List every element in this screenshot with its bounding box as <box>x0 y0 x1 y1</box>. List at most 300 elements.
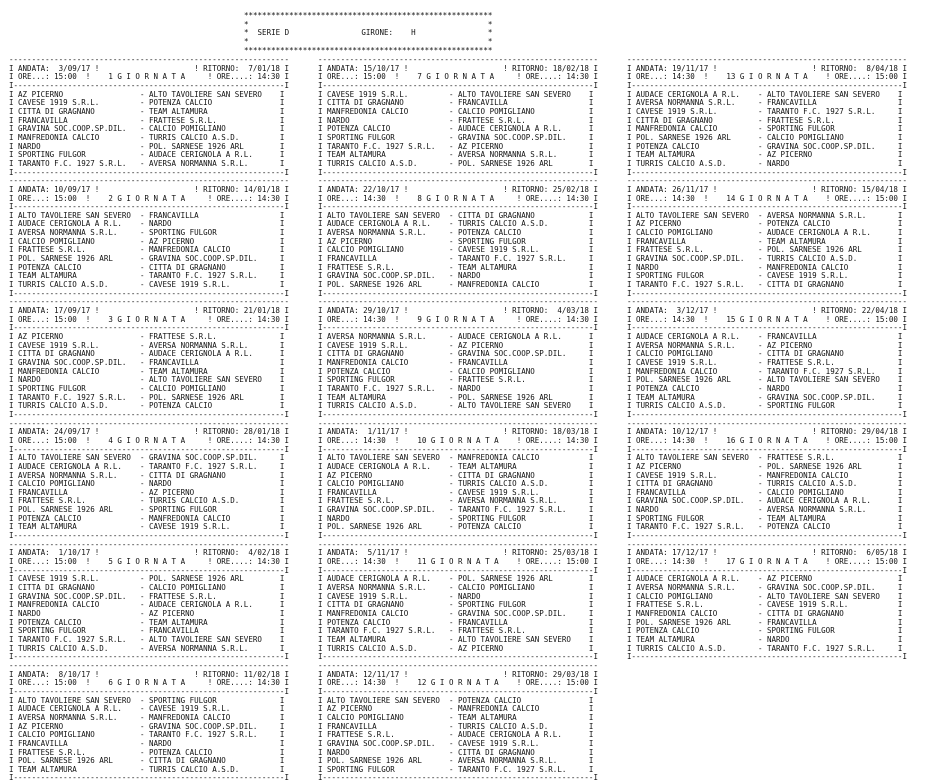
home-team: SPORTING FULGOR <box>327 375 449 385</box>
ritorno-date: ! RITORNO: 14/01/18 I <box>194 184 289 194</box>
away-team: CITTA DI GRAGNANO <box>457 210 585 220</box>
away-team: AZ PICERNO <box>766 340 894 350</box>
ore-andata: I ORE...: 14:30 ! <box>318 193 400 203</box>
home-team: AVERSA NORMANNA S.R.L. <box>18 228 140 238</box>
home-team: TARANTO F.C. 1927 S.R.L. <box>327 383 449 393</box>
home-team: AUDACE CERIGNOLA A R.L. <box>636 89 758 99</box>
away-team: ALTO TAVOLIERE SAN SEVERO <box>766 591 894 601</box>
home-team: CITTA DI GRAGNANO <box>18 583 140 593</box>
round-block-5: -------------------------------------------------------------- I ANDATA: 1/10/17 ! ! RITORNO: 4/02/18 I I ORE...: 15:00 ! 5 G I O R N A T A ! ORE....: 14:30 I I------------------------------------------------------------I I CAVESE 1919 S.R.L. - POL. SARNESE 1926 ARL I I CITTA DI GRAGNANO - CALCIO POMIGLIANO I I GRAVINA SOC.COOP.SP.DIL. - FRATTESE S.R.L. I I MANFREDONIA CALCIO - AUDACE CERIGNOLA A R.L. I I NARDO - AZ PICERNO I I POTENZA CALCIO - TEAM ALTAMURA I I SPORTING FULGOR - FRANCAVILLA I I TARANTO F.C. 1927 S.R.L. - ALTO TAVOLIERE SAN SEVERO I I TURRIS CALCIO A.S.D. - AVERSA NORMANNA S.R.L. I I------------------------------------------------------------I <box>9 539 289 662</box>
away-team: FRATTESE S.R.L. <box>766 453 894 463</box>
home-team: AUDACE CERIGNOLA A R.L. <box>18 461 140 471</box>
schedule-column-3 <box>627 56 907 662</box>
home-team: POL. SARNESE 1926 ARL <box>18 756 140 766</box>
andata-date: I ANDATA: 3/09/17 ! <box>9 63 100 73</box>
home-team: MANFREDONIA CALCIO <box>636 366 758 376</box>
home-team: FRATTESE S.R.L. <box>327 730 449 740</box>
away-team: AUDACE CERIGNOLA A R.L. <box>766 496 894 506</box>
andata-date: I ANDATA: 1/10/17 ! <box>9 548 100 558</box>
away-team: CAVESE 1919 S.R.L. <box>148 522 276 532</box>
away-team: FRATTESE S.R.L. <box>148 332 276 341</box>
calendar-header: ******************************************************* * * * SERIE D GIRONE: H * * * ******************************************************* <box>244 11 493 55</box>
home-team: CAVESE 1919 S.R.L. <box>636 470 758 480</box>
away-team: AVERSA NORMANNA S.R.L. <box>766 505 894 515</box>
home-team: AUDACE CERIGNOLA A R.L. <box>18 219 140 229</box>
away-team: FRATTESE S.R.L. <box>457 626 585 636</box>
ritorno-date: ! RITORNO: 4/02/18 I <box>194 548 289 558</box>
giornata-title: 7 G I O R N A T A <box>399 72 517 82</box>
away-team: AZ PICERNO <box>148 487 276 497</box>
away-team: SPORTING FULGOR <box>457 236 585 246</box>
away-team: ALTO TAVOLIERE SAN SEVERO <box>766 375 894 385</box>
home-team: SPORTING FULGOR <box>18 383 140 393</box>
home-team: TEAM ALTAMURA <box>18 271 140 281</box>
away-team: POTENZA CALCIO <box>766 219 894 229</box>
home-team: CALCIO POMIGLIANO <box>636 349 758 359</box>
away-team: ALTO TAVOLIERE SAN SEVERO <box>457 401 585 411</box>
away-team: TEAM ALTAMURA <box>148 106 276 116</box>
home-team: GRAVINA SOC.COOP.SP.DIL. <box>327 271 449 281</box>
away-team: NARDO <box>457 383 585 393</box>
away-team: GRAVINA SOC.COOP.SP.DIL. <box>457 349 585 359</box>
round-block-7: -------------------------------------------------------------- I ANDATA: 15/10/17 ! ! RITORNO: 18/02/18 I I ORE...: 15:00 ! 7 G I O R N A T A ! ORE....: 14:30 I I------------------------------------------------------------I I CAVESE 1919 S.R.L. - ALTO TAVOLIERE SAN SEVERO I I CITTA DI GRAGNANO - FRANCAVILLA I I MANFREDONIA CALCIO - CALCIO POMIGLIANO I I NARDO - FRATTESE S.R.L. I I POTENZA CALCIO - AUDACE CERIGNOLA A R.L. I I SPORTING FULGOR - GRAVINA SOC.COOP.SP.DIL. I I TARANTO F.C. 1927 S.R.L. - AZ PICERNO I I TEAM ALTAMURA - AVERSA NORMANNA S.R.L. I I TURRIS CALCIO A.S.D. - POL. SARNESE 1926 ARL I I------------------------------------------------------------I <box>318 55 598 177</box>
away-team: ALTO TAVOLIERE SAN SEVERO <box>766 89 894 99</box>
home-team: AVERSA NORMANNA S.R.L. <box>327 332 449 341</box>
away-team: TARANTO F.C. 1927 S.R.L. <box>766 106 894 116</box>
away-team: TURRIS CALCIO A.S.D. <box>766 254 894 264</box>
away-team: FRANCAVILLA <box>766 98 894 108</box>
home-team: TURRIS CALCIO A.S.D. <box>327 643 449 653</box>
giornata-title: 17 G I O R N A T A <box>708 557 826 567</box>
andata-date: I ANDATA: 1/11/17 ! <box>318 427 409 437</box>
home-team: FRATTESE S.R.L. <box>18 747 140 757</box>
away-team: NARDO <box>766 158 894 168</box>
home-team: SPORTING FULGOR <box>327 764 449 774</box>
ore-andata: I ORE...: 14:30 ! <box>627 193 709 203</box>
ore-ritorno: ! ORE....: 14:30 I <box>516 72 598 82</box>
ore-andata: I ORE...: 14:30 ! <box>318 557 400 567</box>
away-team: POL. SARNESE 1926 ARL <box>457 158 585 168</box>
ore-ritorno: ! ORE....: 15:00 I <box>825 435 907 445</box>
ritorno-date: ! RITORNO: 25/03/18 I <box>503 548 598 558</box>
away-team: POL. SARNESE 1926 ARL <box>766 461 894 471</box>
home-team: POL. SARNESE 1926 ARL <box>327 522 449 532</box>
home-team: CAVESE 1919 S.R.L. <box>636 106 758 116</box>
home-team: CITTA DI GRAGNANO <box>636 115 758 125</box>
home-team: TARANTO F.C. 1927 S.R.L. <box>18 634 140 644</box>
away-team: FRANCAVILLA <box>148 626 276 636</box>
round-block-4: -------------------------------------------------------------- I ANDATA: 24/09/17 ! ! RITORNO: 28/01/18 I I ORE...: 15:00 ! 4 G I O R N A T A ! ORE....: 14:30 I I------------------------------------------------------------I I ALTO TAVOLIERE SAN SEVERO - GRAVINA SOC.COOP.SP.DIL. I I AUDACE CERIGNOLA A R.L. - TARANTO F.C. 1927 S.R.L. I I AVERSA NORMANNA S.R.L. - CITTA DI GRAGNANO I I CALCIO POMIGLIANO - NARDO I I FRANCAVILLA - AZ PICERNO I I FRATTESE S.R.L. - TURRIS CALCIO A.S.D. I I POL. SARNESE 1926 ARL - SPORTING FULGOR I I POTENZA CALCIO - MANFREDONIA CALCIO I I TEAM ALTAMURA - CAVESE 1919 S.R.L. I I------------------------------------------------------------I <box>9 418 289 541</box>
home-team: ALTO TAVOLIERE SAN SEVERO <box>18 695 140 705</box>
away-team: FRANCAVILLA <box>766 617 894 627</box>
giornata-title: 8 G I O R N A T A <box>399 193 517 203</box>
away-team: AVERSA NORMANNA S.R.L. <box>457 496 585 506</box>
away-team: MANFREDONIA CALCIO <box>457 453 585 463</box>
away-team: FRATTESE S.R.L. <box>148 115 276 125</box>
round-block-2: -------------------------------------------------------------- I ANDATA: 10/09/17 ! ! RITORNO: 14/01/18 I I ORE...: 15:00 ! 2 G I O R N A T A ! ORE....: 14:30 I I------------------------------------------------------------I I ALTO TAVOLIERE SAN SEVERO - FRANCAVILLA I I AUDACE CERIGNOLA A R.L. - NARDO I I AVERSA NORMANNA S.R.L. - SPORTING FULGOR I I CALCIO POMIGLIANO - AZ PICERNO I I FRATTESE S.R.L. - MANFREDONIA CALCIO I I POL. SARNESE 1926 ARL - GRAVINA SOC.COOP.SP.DIL. I I POTENZA CALCIO - CITTA DI GRAGNANO I I TEAM ALTAMURA - TARANTO F.C. 1927 S.R.L. I I TURRIS CALCIO A.S.D. - CAVESE 1919 S.R.L. I I------------------------------------------------------------I <box>9 176 289 298</box>
ritorno-date: ! RITORNO: 18/03/18 I <box>503 427 598 437</box>
home-team: POTENZA CALCIO <box>327 617 449 627</box>
round-block-9: -------------------------------------------------------------- I ANDATA: 29/10/17 ! ! RITORNO: 4/03/18 I I ORE...: 14:30 ! 9 G I O R N A T A ! ORE....: 14:30 I I------------------------------------------------------------I I AVERSA NORMANNA S.R.L. - AUDACE CERIGNOLA A R.L. I I CAVESE 1919 S.R.L. - AZ PICERNO I I CITTA DI GRAGNANO - GRAVINA SOC.COOP.SP.DIL. I I MANFREDONIA CALCIO - FRANCAVILLA I I POTENZA CALCIO - CALCIO POMIGLIANO I I SPORTING FULGOR - FRATTESE S.R.L. I I TARANTO F.C. 1927 S.R.L. - NARDO I I TEAM ALTAMURA - POL. SARNESE 1926 ARL I I TURRIS CALCIO A.S.D. - ALTO TAVOLIERE SAN SEVERO I I------------------------------------------------------------I <box>318 297 598 419</box>
home-team: NARDO <box>18 609 140 618</box>
andata-date: I ANDATA: 10/09/17 ! <box>9 184 100 194</box>
away-team: TEAM ALTAMURA <box>457 461 585 471</box>
giornata-title: 16 G I O R N A T A <box>708 435 826 445</box>
andata-date: I ANDATA: 12/11/17 ! <box>318 669 409 679</box>
away-team: FRANCAVILLA <box>457 98 585 108</box>
away-team: TARANTO F.C. 1927 S.R.L. <box>148 271 276 281</box>
home-team: POTENZA CALCIO <box>636 141 758 151</box>
away-team: GRAVINA SOC.COOP.SP.DIL. <box>766 392 894 402</box>
away-team: CITTA DI GRAGNANO <box>148 262 276 272</box>
ritorno-date: ! RITORNO: 21/01/18 I <box>194 306 289 316</box>
home-team: SPORTING FULGOR <box>18 150 140 160</box>
home-team: TARANTO F.C. 1927 S.R.L. <box>18 392 140 402</box>
home-team: POL. SARNESE 1926 ARL <box>18 505 140 515</box>
away-team: TEAM ALTAMURA <box>766 236 894 246</box>
round-block-3: -------------------------------------------------------------- I ANDATA: 17/09/17 ! ! RITORNO: 21/01/18 I I ORE...: 15:00 ! 3 G I O R N A T A ! ORE....: 14:30 I I------------------------------------------------------------I I AZ PICERNO - FRATTESE S.R.L. I I CAVESE 1919 S.R.L. - AVERSA NORMANNA S.R.L. I I CITTA DI GRAGNANO - AUDACE CERIGNOLA A R.L. I I GRAVINA SOC.COOP.SP.DIL. - FRANCAVILLA I I MANFREDONIA CALCIO - TEAM ALTAMURA I I NARDO - ALTO TAVOLIERE SAN SEVERO I I SPORTING FULGOR - CALCIO POMIGLIANO I I TARANTO F.C. 1927 S.R.L. - POL. SARNESE 1926 ARL I I TURRIS CALCIO A.S.D. - POTENZA CALCIO I I------------------------------------------------------------I <box>9 297 289 419</box>
giornata-title: 3 G I O R N A T A <box>90 314 208 324</box>
ore-ritorno: ! ORE....: 15:00 I <box>825 314 907 324</box>
ore-andata: I ORE...: 14:30 ! <box>318 678 400 688</box>
home-team: ALTO TAVOLIERE SAN SEVERO <box>636 453 758 463</box>
home-team: GRAVINA SOC.COOP.SP.DIL. <box>636 496 758 506</box>
home-team: TURRIS CALCIO A.S.D. <box>636 158 758 168</box>
home-team: AUDACE CERIGNOLA A R.L. <box>327 219 449 229</box>
away-team: POTENZA CALCIO <box>148 98 276 108</box>
home-team: TURRIS CALCIO A.S.D. <box>18 280 140 290</box>
ore-andata: I ORE...: 14:30 ! <box>627 314 709 324</box>
away-team: SPORTING FULGOR <box>766 124 894 134</box>
away-team: AVERSA NORMANNA S.R.L. <box>457 150 585 160</box>
home-team: AUDACE CERIGNOLA A R.L. <box>18 704 140 714</box>
home-team: CITTA DI GRAGNANO <box>636 479 758 489</box>
away-team: AZ PICERNO <box>457 643 585 653</box>
ore-ritorno: ! ORE....: 15:00 I <box>825 193 907 203</box>
home-team: SPORTING FULGOR <box>327 132 449 142</box>
home-team: FRATTESE S.R.L. <box>636 245 758 255</box>
home-team: MANFREDONIA CALCIO <box>18 366 140 376</box>
ore-ritorno: ! ORE....: 14:30 I <box>207 557 289 567</box>
home-team: AUDACE CERIGNOLA A R.L. <box>636 574 758 584</box>
away-team: AZ PICERNO <box>766 150 894 160</box>
away-team: CITTA DI GRAGNANO <box>457 747 585 757</box>
away-team: TARANTO F.C. 1927 S.R.L. <box>148 730 276 740</box>
andata-date: I ANDATA: 10/12/17 ! <box>627 427 718 437</box>
away-team: POTENZA CALCIO <box>457 228 585 238</box>
ore-andata: I ORE...: 15:00 ! <box>9 72 91 82</box>
away-team: MANFREDONIA CALCIO <box>457 704 585 714</box>
away-team: POTENZA CALCIO <box>457 522 585 532</box>
home-team: CALCIO POMIGLIANO <box>18 236 140 246</box>
away-team: SPORTING FULGOR <box>148 695 276 705</box>
away-team: CALCIO POMIGLIANO <box>457 106 585 116</box>
andata-date: I ANDATA: 8/10/17 ! <box>9 669 100 679</box>
home-team: ALTO TAVOLIERE SAN SEVERO <box>636 210 758 220</box>
home-team: MANFREDONIA CALCIO <box>327 106 449 116</box>
away-team: CAVESE 1919 S.R.L. <box>148 704 276 714</box>
away-team: TEAM ALTAMURA <box>766 513 894 523</box>
ritorno-date: ! RITORNO: 22/04/18 I <box>812 306 907 316</box>
ritorno-date: ! RITORNO: 8/04/18 I <box>812 63 907 73</box>
ore-andata: I ORE...: 14:30 ! <box>627 72 709 82</box>
away-team: TARANTO F.C. 1927 S.R.L. <box>148 461 276 471</box>
home-team: TEAM ALTAMURA <box>636 392 758 402</box>
home-team: SPORTING FULGOR <box>636 513 758 523</box>
away-team: GRAVINA SOC.COOP.SP.DIL. <box>148 721 276 731</box>
home-team: POTENZA CALCIO <box>18 513 140 523</box>
home-team: MANFREDONIA CALCIO <box>327 357 449 367</box>
home-team: TURRIS CALCIO A.S.D. <box>327 158 449 168</box>
ore-ritorno: ! ORE....: 15:00 I <box>825 72 907 82</box>
away-team: AUDACE CERIGNOLA A R.L. <box>148 600 276 610</box>
ritorno-date: ! RITORNO: 29/03/18 I <box>503 669 598 679</box>
away-team: CALCIO POMIGLIANO <box>148 383 276 393</box>
home-team: TURRIS CALCIO A.S.D. <box>636 401 758 411</box>
away-team: TEAM ALTAMURA <box>148 366 276 376</box>
home-team: CALCIO POMIGLIANO <box>636 228 758 238</box>
home-team: CAVESE 1919 S.R.L. <box>18 98 140 108</box>
away-team: ALTO TAVOLIERE SAN SEVERO <box>457 634 585 644</box>
home-team: TARANTO F.C. 1927 S.R.L. <box>327 141 449 151</box>
away-team: CALCIO POMIGLIANO <box>766 487 894 497</box>
away-team: TEAM ALTAMURA <box>457 712 585 722</box>
ore-ritorno: ! ORE....: 15:00 I <box>825 557 907 567</box>
away-team: AVERSA NORMANNA S.R.L. <box>148 643 276 653</box>
giornata-title: 14 G I O R N A T A <box>708 193 826 203</box>
ore-andata: I ORE...: 14:30 ! <box>627 435 709 445</box>
home-team: AVERSA NORMANNA S.R.L. <box>636 340 758 350</box>
home-team: AZ PICERNO <box>636 461 758 471</box>
home-team: POTENZA CALCIO <box>18 262 140 272</box>
away-team: POL. SARNESE 1926 ARL <box>148 141 276 151</box>
giornata-title: 10 G I O R N A T A <box>399 435 517 445</box>
away-team: NARDO <box>148 219 276 229</box>
home-team: TEAM ALTAMURA <box>327 634 449 644</box>
away-team: AVERSA NORMANNA S.R.L. <box>457 756 585 766</box>
ritorno-date: ! RITORNO: 18/02/18 I <box>503 63 598 73</box>
home-team: AZ PICERNO <box>327 704 449 714</box>
ore-andata: I ORE...: 15:00 ! <box>9 314 91 324</box>
away-team: MANFREDONIA CALCIO <box>148 245 276 255</box>
away-team: FRATTESE S.R.L. <box>766 357 894 367</box>
giornata-title: 9 G I O R N A T A <box>399 314 517 324</box>
away-team: SPORTING FULGOR <box>766 401 894 411</box>
away-team: ALTO TAVOLIERE SAN SEVERO <box>148 375 276 385</box>
away-team: NARDO <box>148 738 276 748</box>
away-team: SPORTING FULGOR <box>766 626 894 636</box>
andata-date: I ANDATA: 17/09/17 ! <box>9 306 100 316</box>
giornata-title: 13 G I O R N A T A <box>708 72 826 82</box>
away-team: TARANTO F.C. 1927 S.R.L. <box>766 366 894 376</box>
away-team: TEAM ALTAMURA <box>148 617 276 627</box>
away-team: CALCIO POMIGLIANO <box>457 583 585 593</box>
home-team: ALTO TAVOLIERE SAN SEVERO <box>327 453 449 463</box>
home-team: TARANTO F.C. 1927 S.R.L. <box>18 158 140 168</box>
ritorno-date: ! RITORNO: 6/05/18 I <box>812 548 907 558</box>
away-team: FRATTESE S.R.L. <box>148 591 276 601</box>
andata-date: I ANDATA: 24/09/17 ! <box>9 427 100 437</box>
home-team: SPORTING FULGOR <box>18 626 140 636</box>
away-team: CALCIO POMIGLIANO <box>148 124 276 134</box>
home-team: MANFREDONIA CALCIO <box>18 132 140 142</box>
home-team: FRANCAVILLA <box>327 487 449 497</box>
away-team: SPORTING FULGOR <box>148 505 276 515</box>
home-team: CALCIO POMIGLIANO <box>327 479 449 489</box>
home-team: NARDO <box>327 513 449 523</box>
home-team: AUDACE CERIGNOLA A R.L. <box>636 332 758 341</box>
ore-ritorno: ! ORE....: 15:00 I <box>516 678 598 688</box>
away-team: FRATTESE S.R.L. <box>457 375 585 385</box>
home-team: GRAVINA SOC.COOP.SP.DIL. <box>327 738 449 748</box>
away-team: AUDACE CERIGNOLA A R.L. <box>457 332 585 341</box>
ritorno-date: ! RITORNO: 4/03/18 I <box>503 306 598 316</box>
home-team: TURRIS CALCIO A.S.D. <box>18 401 140 411</box>
round-block-11: -------------------------------------------------------------- I ANDATA: 5/11/17 ! ! RITORNO: 25/03/18 I I ORE...: 14:30 ! 11 G I O R N A T A ! ORE....: 15:00 I I------------------------------------------------------------I I AUDACE CERIGNOLA A R.L. - POL. SARNESE 1926 ARL I I AVERSA NORMANNA S.R.L. - CALCIO POMIGLIANO I I CAVESE 1919 S.R.L. - NARDO I I CITTA DI GRAGNANO - SPORTING FULGOR I I MANFREDONIA CALCIO - GRAVINA SOC.COOP.SP.DIL. I I POTENZA CALCIO - FRANCAVILLA I I TARANTO F.C. 1927 S.R.L. - FRATTESE S.R.L. I I TEAM ALTAMURA - ALTO TAVOLIERE SAN SEVERO I I TURRIS CALCIO A.S.D. - AZ PICERNO I I------------------------------------------------------------I <box>318 539 598 662</box>
away-team: POTENZA CALCIO <box>457 695 585 705</box>
away-team: CAVESE 1919 S.R.L. <box>457 487 585 497</box>
away-team: CALCIO POMIGLIANO <box>766 132 894 142</box>
home-team: POTENZA CALCIO <box>327 366 449 376</box>
home-team: CITTA DI GRAGNANO <box>327 349 449 359</box>
away-team: FRANCAVILLA <box>148 357 276 367</box>
away-team: TEAM ALTAMURA <box>457 262 585 272</box>
home-team: CAVESE 1919 S.R.L. <box>327 591 449 601</box>
home-team: AZ PICERNO <box>327 470 449 480</box>
round-block-12: -------------------------------------------------------------- I ANDATA: 12/11/17 ! ! RITORNO: 29/03/18 I I ORE...: 14:30 ! 12 G I O R N A T A ! ORE....: 15:00 I I------------------------------------------------------------I I ALTO TAVOLIERE SAN SEVERO - POTENZA CALCIO I I AZ PICERNO - MANFREDONIA CALCIO I I CALCIO POMIGLIANO - TEAM ALTAMURA I I FRANCAVILLA - TURRIS CALCIO A.S.D. I I FRATTESE S.R.L. - AUDACE CERIGNOLA A R.L. I I GRAVINA SOC.COOP.SP.DIL. - CAVESE 1919 S.R.L. I I NARDO - CITTA DI GRAGNANO I I POL. SARNESE 1926 ARL - AVERSA NORMANNA S.R.L. I I SPORTING FULGOR - TARANTO F.C. 1927 S.R.L. I I------------------------------------------------------------I <box>318 660 598 783</box>
andata-date: I ANDATA: 3/12/17 ! <box>627 306 718 316</box>
away-team: FRATTESE S.R.L. <box>457 115 585 125</box>
andata-date: I ANDATA: 26/11/17 ! <box>627 184 718 194</box>
home-team: CAVESE 1919 S.R.L. <box>327 340 449 350</box>
away-team: GRAVINA SOC.COOP.SP.DIL. <box>457 132 585 142</box>
round-block-10: -------------------------------------------------------------- I ANDATA: 1/11/17 ! ! RITORNO: 18/03/18 I I ORE...: 14:30 ! 10 G I O R N A T A ! ORE....: 14:30 I I------------------------------------------------------------I I ALTO TAVOLIERE SAN SEVERO - MANFREDONIA CALCIO I I AUDACE CERIGNOLA A R.L. - TEAM ALTAMURA I I AZ PICERNO - CITTA DI GRAGNANO I I CALCIO POMIGLIANO - TURRIS CALCIO A.S.D. I I FRANCAVILLA - CAVESE 1919 S.R.L. I I FRATTESE S.R.L. - AVERSA NORMANNA S.R.L. I I GRAVINA SOC.COOP.SP.DIL. - TARANTO F.C. 1927 S.R.L. I I NARDO - SPORTING FULGOR I I POL. SARNESE 1926 ARL - POTENZA CALCIO I I------------------------------------------------------------I <box>318 418 598 541</box>
away-team: CITTA DI GRAGNANO <box>457 470 585 480</box>
round-block-15: -------------------------------------------------------------- I ANDATA: 3/12/17 ! ! RITORNO: 22/04/18 I I ORE...: 14:30 ! 15 G I O R N A T A ! ORE....: 15:00 I I------------------------------------------------------------I I AUDACE CERIGNOLA A R.L. - FRANCAVILLA I I AVERSA NORMANNA S.R.L. - AZ PICERNO I I CALCIO POMIGLIANO - CITTA DI GRAGNANO I I CAVESE 1919 S.R.L. - FRATTESE S.R.L. I I MANFREDONIA CALCIO - TARANTO F.C. 1927 S.R.L. I I POL. SARNESE 1926 ARL - ALTO TAVOLIERE SAN SEVERO I I POTENZA CALCIO - NARDO I I TEAM ALTAMURA - GRAVINA SOC.COOP.SP.DIL. I I TURRIS CALCIO A.S.D. - SPORTING FULGOR I I------------------------------------------------------------I <box>627 297 907 419</box>
home-team: AVERSA NORMANNA S.R.L. <box>18 712 140 722</box>
home-team: ALTO TAVOLIERE SAN SEVERO <box>18 210 140 220</box>
home-team: MANFREDONIA CALCIO <box>636 609 758 618</box>
home-team: FRANCAVILLA <box>327 254 449 264</box>
away-team: MANFREDONIA CALCIO <box>766 470 894 480</box>
home-team: FRATTESE S.R.L. <box>327 262 449 272</box>
away-team: ALTO TAVOLIERE SAN SEVERO <box>148 634 276 644</box>
away-team: AZ PICERNO <box>148 236 276 246</box>
ritorno-date: ! RITORNO: 11/02/18 I <box>194 669 289 679</box>
ore-andata: I ORE...: 15:00 ! <box>318 72 400 82</box>
home-team: FRATTESE S.R.L. <box>18 496 140 506</box>
away-team: NARDO <box>148 479 276 489</box>
away-team: NARDO <box>457 271 585 281</box>
round-block-8: -------------------------------------------------------------- I ANDATA: 22/10/17 ! ! RITORNO: 25/02/18 I I ORE...: 14:30 ! 8 G I O R N A T A ! ORE....: 14:30 I I------------------------------------------------------------I I ALTO TAVOLIERE SAN SEVERO - CITTA DI GRAGNANO I I AUDACE CERIGNOLA A R.L. - TURRIS CALCIO A.S.D. I I AVERSA NORMANNA S.R.L. - POTENZA CALCIO I I AZ PICERNO - SPORTING FULGOR I I CALCIO POMIGLIANO - CAVESE 1919 S.R.L. I I FRANCAVILLA - TARANTO F.C. 1927 S.R.L. I I FRATTESE S.R.L. - TEAM ALTAMURA I I GRAVINA SOC.COOP.SP.DIL. - NARDO I I POL. SARNESE 1926 ARL - MANFREDONIA CALCIO I I------------------------------------------------------------I <box>318 176 598 298</box>
home-team: CALCIO POMIGLIANO <box>327 245 449 255</box>
home-team: FRANCAVILLA <box>636 487 758 497</box>
giornata-title: 11 G I O R N A T A <box>399 557 517 567</box>
home-team: NARDO <box>327 747 449 757</box>
away-team: FRANCAVILLA <box>148 210 276 220</box>
ore-andata: I ORE...: 15:00 ! <box>9 678 91 688</box>
away-team: POTENZA CALCIO <box>148 747 276 757</box>
ore-ritorno: ! ORE....: 14:30 I <box>207 435 289 445</box>
away-team: ALTO TAVOLIERE SAN SEVERO <box>148 89 276 99</box>
home-team: CITTA DI GRAGNANO <box>18 106 140 116</box>
home-team: AZ PICERNO <box>327 236 449 246</box>
ore-ritorno: ! ORE....: 14:30 I <box>207 193 289 203</box>
home-team: TARANTO F.C. 1927 S.R.L. <box>636 280 758 290</box>
away-team: POL. SARNESE 1926 ARL <box>148 574 276 584</box>
away-team: NARDO <box>766 383 894 393</box>
ritorno-date: ! RITORNO: 7/01/18 I <box>194 63 289 73</box>
away-team: FRANCAVILLA <box>457 357 585 367</box>
away-team: MANFREDONIA CALCIO <box>457 280 585 290</box>
home-team: NARDO <box>18 141 140 151</box>
home-team: GRAVINA SOC.COOP.SP.DIL. <box>18 124 140 134</box>
home-team: GRAVINA SOC.COOP.SP.DIL. <box>636 254 758 264</box>
away-team: FRANCAVILLA <box>457 617 585 627</box>
girone-value: H <box>411 28 488 38</box>
home-team: AVERSA NORMANNA S.R.L. <box>327 228 449 238</box>
home-team: TEAM ALTAMURA <box>636 150 758 160</box>
home-team: NARDO <box>636 262 758 272</box>
andata-date: I ANDATA: 29/10/17 ! <box>318 306 409 316</box>
home-team: MANFREDONIA CALCIO <box>636 124 758 134</box>
home-team: TEAM ALTAMURA <box>18 522 140 532</box>
away-team: AUDACE CERIGNOLA A R.L. <box>148 349 276 359</box>
home-team: TARANTO F.C. 1927 S.R.L. <box>636 522 758 532</box>
away-team: NARDO <box>766 634 894 644</box>
home-team: AUDACE CERIGNOLA A R.L. <box>327 461 449 471</box>
home-team: FRATTESE S.R.L. <box>636 600 758 610</box>
home-team: CITTA DI GRAGNANO <box>327 98 449 108</box>
away-team: AUDACE CERIGNOLA A R.L. <box>457 730 585 740</box>
away-team: SPORTING FULGOR <box>457 513 585 523</box>
ritorno-date: ! RITORNO: 25/02/18 I <box>503 184 598 194</box>
away-team: TURRIS CALCIO A.S.D. <box>148 132 276 142</box>
andata-date: I ANDATA: 17/12/17 ! <box>627 548 718 558</box>
home-team: TEAM ALTAMURA <box>327 150 449 160</box>
away-team: AVERSA NORMANNA S.R.L. <box>766 210 894 220</box>
ore-andata: I ORE...: 15:00 ! <box>9 193 91 203</box>
home-team: TEAM ALTAMURA <box>327 392 449 402</box>
home-team: CAVESE 1919 S.R.L. <box>18 340 140 350</box>
away-team: TARANTO F.C. 1927 S.R.L. <box>457 764 585 774</box>
home-team: FRANCAVILLA <box>18 738 140 748</box>
away-team: MANFREDONIA CALCIO <box>148 712 276 722</box>
home-team: POL. SARNESE 1926 ARL <box>327 756 449 766</box>
home-team: FRANCAVILLA <box>327 721 449 731</box>
giornata-title: 5 G I O R N A T A <box>90 557 208 567</box>
home-team: POTENZA CALCIO <box>636 383 758 393</box>
away-team: AUDACE CERIGNOLA A R.L. <box>766 228 894 238</box>
home-team: POL. SARNESE 1926 ARL <box>18 254 140 264</box>
away-team: TURRIS CALCIO A.S.D. <box>148 496 276 506</box>
ritorno-date: ! RITORNO: 15/04/18 I <box>812 184 907 194</box>
away-team: AZ PICERNO <box>148 609 276 618</box>
giornata-title: 15 G I O R N A T A <box>708 314 826 324</box>
away-team: ALTO TAVOLIERE SAN SEVERO <box>457 89 585 99</box>
away-team: NARDO <box>457 591 585 601</box>
ore-ritorno: ! ORE....: 14:30 I <box>516 435 598 445</box>
home-team: GRAVINA SOC.COOP.SP.DIL. <box>18 357 140 367</box>
home-team: AVERSA NORMANNA S.R.L. <box>18 470 140 480</box>
away-team: AZ PICERNO <box>457 340 585 350</box>
home-team: GRAVINA SOC.COOP.SP.DIL. <box>18 591 140 601</box>
away-team: CITTA DI GRAGNANO <box>148 470 276 480</box>
home-team: FRANCAVILLA <box>18 487 140 497</box>
round-block-1: -------------------------------------------------------------- I ANDATA: 3/09/17 ! ! RITORNO: 7/01/18 I I ORE...: 15:00 ! 1 G I O R N A T A ! ORE....: 14:30 I I------------------------------------------------------------I I AZ PICERNO - ALTO TAVOLIERE SAN SEVERO I I CAVESE 1919 S.R.L. - POTENZA CALCIO I I CITTA DI GRAGNANO - TEAM ALTAMURA I I FRANCAVILLA - FRATTESE S.R.L. I I GRAVINA SOC.COOP.SP.DIL. - CALCIO POMIGLIANO I I MANFREDONIA CALCIO - TURRIS CALCIO A.S.D. I I NARDO - POL. SARNESE 1926 ARL I I SPORTING FULGOR - AUDACE CERIGNOLA A R.L. I I TARANTO F.C. 1927 S.R.L. - AVERSA NORMANNA S.R.L. I I------------------------------------------------------------I <box>9 55 289 177</box>
home-team: NARDO <box>327 115 449 125</box>
away-team: AZ PICERNO <box>457 141 585 151</box>
